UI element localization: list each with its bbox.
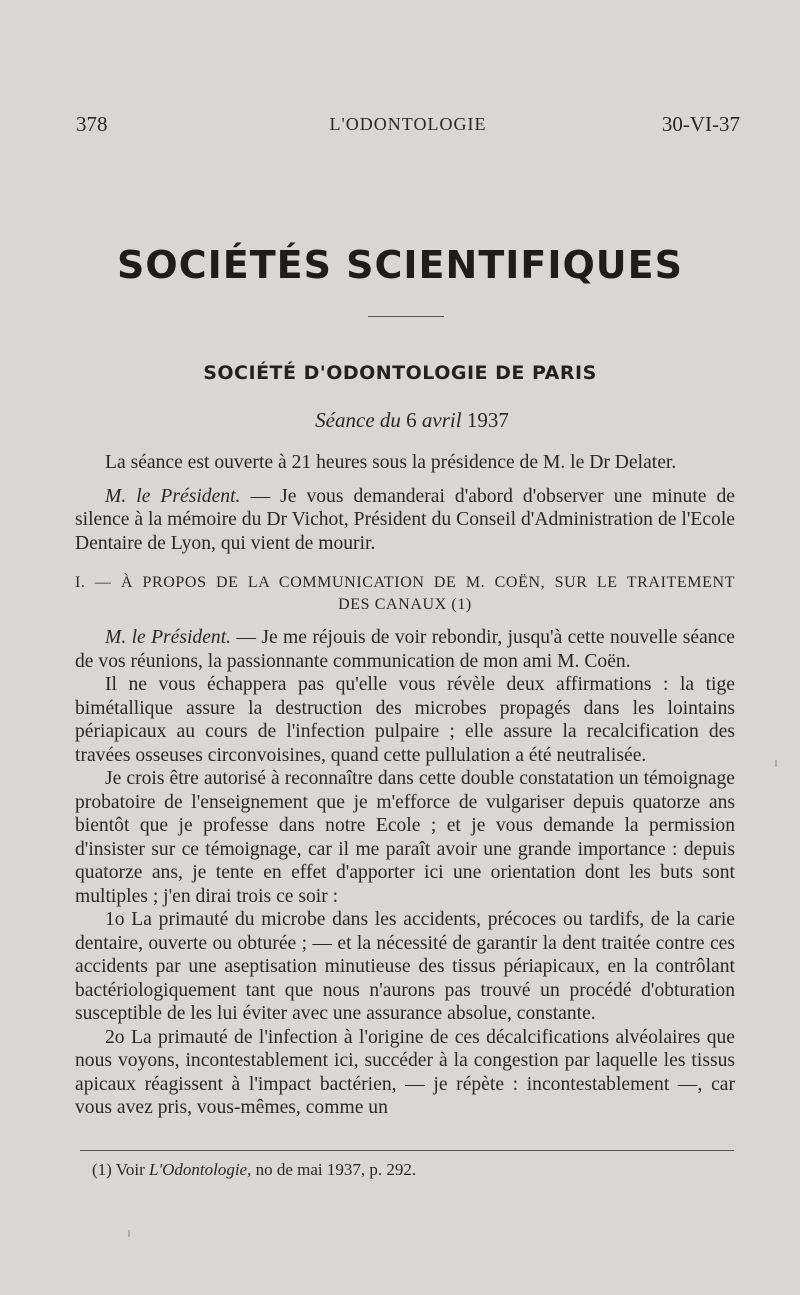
running-header <box>76 112 740 140</box>
page-title: SOCIÉTÉS SCIENTIFIQUES <box>117 243 683 287</box>
body-paragraph: 2o La primauté de l'infection à l'origine de ces décalcifications alvéolaires que nous voyons, incontestablement ici, succéder à la congestion par laquelle les tissus apicaux réagissent à l'impact bactérien, — je répète : incontestablement —, car vous avez pris, vous-mêmes, comme un <box>75 1026 735 1118</box>
speaker-label: M. le Président. <box>105 627 232 648</box>
remark-text: — Je vous demanderai d'abord d'observer une minute de silence à la mémoire du Dr Vichot, Président du Conseil d'Administration de l'Ecole Dentaire de Lyon, qui vient de mourir. <box>75 485 735 554</box>
section-title-part-1: À PROPOS DE LA COMMUNICATION DE M. COËN, SUR LE TRAITEMENT <box>120 574 735 591</box>
section-number: I. — <box>75 574 112 591</box>
journal-name: L'ODONTOLOGIE <box>329 114 487 134</box>
session-label: Séance du <box>315 408 401 432</box>
issue-date: 30-VI-37 <box>661 112 740 136</box>
section-heading-line-1 <box>75 572 735 594</box>
paper-speck <box>128 1230 130 1237</box>
body-paragraph: Je crois être autorisé à reconnaître dans cette double constatation un témoignage probatoire de l'enseignement que je m'efforce de vulgariser depuis quatorze ans bientôt que je professe dans notre Ecole ; et je vous demande la permission d'insister sur ce témoignage, car il me paraît avoir une grande importance : depuis quatorze ans, je tente en effet d'apporter ici une orientation dont les buts sont multiples ; j'en dirai trois ce soir : <box>75 768 735 907</box>
footnote <box>92 1160 416 1180</box>
remark-text: — Je me réjouis de voir rebondir, jusqu'à cette nouvelle séance de vos réunions, la passionnante communication de mon ami M. Coën. <box>75 627 735 672</box>
society-title: SOCIÉTÉ D'ODONTOLOGIE DE PARIS <box>203 362 597 384</box>
section-title-part-2: DES CANAUX (1) <box>338 596 472 613</box>
president-remark-2 <box>75 626 735 673</box>
session-month: avril <box>421 408 462 432</box>
intro-paragraph: La séance est ouverte à 21 heures sous la présidence de M. le Dr Delater. <box>105 452 677 473</box>
body-paragraph: 1o La primauté du microbe dans les accidents, précoces ou tardifs, de la carie dentaire, ouverte ou obturée ; — et la nécessité de garantir la dent traitée contre ces accidents par une aseptisation minutieuse des tissus périapicaux, en la contrôlant bactériologiquement tant que nous n'aurons pas trouvé un procédé d'obturation susceptible de les lui éviter avec une assurance absolue, constante. <box>75 909 735 1024</box>
footnote-reference: no de mai 1937, p. 292. <box>255 1160 417 1179</box>
paper-speck <box>775 760 777 767</box>
page-number: 378 <box>76 112 108 136</box>
speaker-label: M. le Président. <box>105 485 241 507</box>
article-body <box>75 451 735 1120</box>
body-paragraph: Il ne vous échappera pas qu'elle vous révèle deux affirmations : la tige bimétallique assure la destruction des microbes propagés dans les lointains périapicaux au cours de l'infection pulpaire ; elle assure la recalcification des travées osseuses circonvoisines, quand cette pullulation a été neutralisée. <box>75 674 735 766</box>
footnote-journal: L'Odontologie, <box>149 1160 252 1179</box>
title-divider <box>368 316 444 317</box>
session-day: 6 <box>406 408 417 432</box>
footnote-marker: (1) Voir <box>92 1160 145 1179</box>
section-heading <box>75 572 735 616</box>
president-remark-1 <box>75 485 735 556</box>
session-date <box>0 408 800 433</box>
footnote-divider <box>80 1150 734 1151</box>
session-year: 1937 <box>466 408 509 432</box>
